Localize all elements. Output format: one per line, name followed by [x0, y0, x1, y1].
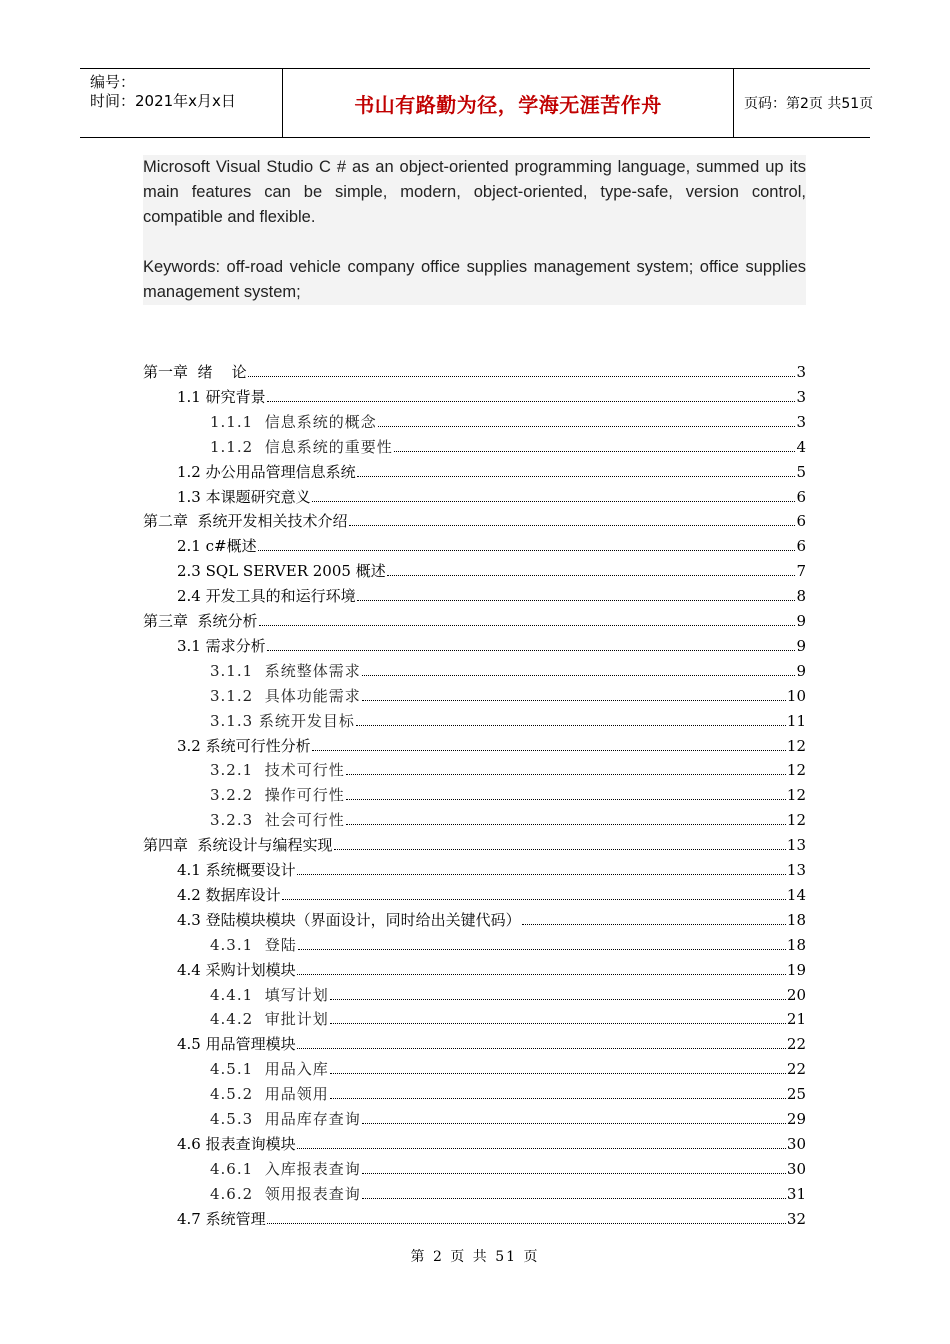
toc-entry-title: 4.4 采购计划模块	[177, 960, 296, 979]
toc-entry-page: 13	[786, 861, 806, 879]
toc-entry[interactable]	[177, 383, 806, 407]
toc-entry-page: 3	[796, 363, 806, 381]
toc-entry[interactable]	[177, 1205, 806, 1229]
toc-entry[interactable]	[210, 1080, 806, 1104]
header-table	[80, 68, 874, 138]
toc-entry-title: 1.2 办公用品管理信息系统	[177, 462, 356, 481]
toc-dot-leader	[522, 924, 786, 925]
toc-entry[interactable]	[210, 1180, 806, 1204]
toc-entry-page: 18	[786, 935, 806, 954]
toc-entry[interactable]	[177, 458, 806, 482]
toc-entry-page: 6	[796, 487, 806, 506]
toc-dot-leader	[362, 1123, 786, 1124]
toc-entry-title: 1.1 研究背景	[177, 387, 266, 406]
toc-entry-page: 9	[796, 612, 806, 630]
toc-entry[interactable]	[210, 408, 806, 432]
toc-entry-title: 3.2 系统可行性分析	[177, 736, 311, 755]
toc-entry-title: 4.2 数据库设计	[177, 885, 281, 904]
toc-entry-page: 12	[786, 811, 806, 830]
toc-entry[interactable]	[177, 532, 806, 556]
toc-dot-leader	[334, 849, 786, 850]
toc-entry[interactable]	[210, 433, 806, 457]
toc-dot-leader	[378, 426, 796, 427]
header-motto-cell	[282, 69, 734, 137]
document-time-label: 时间：2021年x月x日	[90, 92, 236, 110]
toc-entry-page: 6	[796, 512, 806, 531]
toc-dot-leader	[248, 376, 796, 377]
toc-entry-page: 9	[796, 636, 806, 655]
toc-dot-leader	[297, 1048, 786, 1049]
toc-entry-page: 20	[786, 985, 806, 1004]
toc-entry-title: 第二章 系统开发相关技术介绍	[143, 512, 348, 531]
toc-dot-leader	[387, 575, 796, 576]
toc-entry[interactable]	[177, 1130, 806, 1154]
toc-entry[interactable]	[210, 931, 806, 955]
toc-entry-page: 25	[786, 1085, 806, 1104]
toc-dot-leader	[362, 1198, 786, 1199]
toc-entry-page: 11	[786, 711, 806, 730]
abstract-paragraph: Microsoft Visual Studio C # as an object-oriented programming language, summed up its main features can be simple, modern, object-oriented, type-safe, version control, compatible and flexible.	[143, 158, 806, 226]
toc-entry[interactable]	[177, 881, 806, 905]
toc-entry[interactable]	[177, 906, 806, 930]
toc-entry-title: 3.2.3 社会可行性	[210, 811, 345, 830]
toc-entry-page: 3	[796, 412, 806, 431]
toc-dot-leader	[362, 700, 786, 701]
abstract-keywords: Keywords: off-road vehicle company office supplies management system; office supplies management system;	[143, 258, 806, 301]
toc-entry[interactable]	[210, 1055, 806, 1079]
toc-entry[interactable]	[210, 707, 806, 731]
toc-dot-leader	[312, 750, 786, 751]
toc-dot-leader	[312, 501, 796, 502]
toc-dot-leader	[267, 1223, 786, 1224]
toc-entry-title: 2.1 c#概述	[177, 537, 257, 556]
toc-entry-title: 3.2.1 技术可行性	[210, 761, 345, 780]
toc-entry[interactable]	[210, 1105, 806, 1129]
toc-dot-leader	[346, 799, 786, 800]
toc-entry[interactable]	[210, 1005, 806, 1029]
toc-entry-page: 7	[796, 562, 806, 581]
header-meta-cell	[80, 69, 282, 137]
toc-entry-title: 4.5 用品管理模块	[177, 1035, 296, 1054]
toc-entry[interactable]	[210, 806, 806, 830]
toc-dot-leader	[330, 1098, 786, 1099]
toc-entry-page: 4	[796, 437, 806, 456]
toc-entry[interactable]	[143, 607, 806, 631]
page-footer: 第 2 页 共 51 页	[410, 1249, 540, 1265]
toc-entry-title: 4.3 登陆模块模块（界面设计，同时给出关键代码）	[177, 910, 521, 929]
toc-dot-leader	[349, 525, 796, 526]
toc-dot-leader	[297, 874, 786, 875]
toc-dot-leader	[330, 1023, 786, 1024]
toc-dot-leader	[346, 774, 786, 775]
toc-entry-title: 第三章 系统分析	[143, 612, 258, 630]
toc-entry-title: 4.4.2 审批计划	[210, 1010, 329, 1029]
toc-entry-page: 8	[796, 587, 806, 606]
toc-entry-page: 29	[786, 1110, 806, 1128]
toc-entry-title: 1.3 本课题研究意义	[177, 487, 311, 506]
toc-entry-page: 21	[786, 1010, 806, 1029]
toc-entry-title: 4.5.2 用品领用	[210, 1085, 329, 1104]
toc-entry-page: 31	[786, 1184, 806, 1203]
toc-entry-title: 3.2.2 操作可行性	[210, 786, 345, 805]
toc-entry-title: 4.5.3 用品库存查询	[210, 1110, 361, 1128]
toc-dot-leader	[282, 899, 786, 900]
toc-dot-leader	[330, 1073, 786, 1074]
toc-entry-title: 4.6.1 入库报表查询	[210, 1159, 361, 1178]
toc-entry-page: 12	[786, 786, 806, 805]
toc-entry-page: 22	[786, 1035, 806, 1054]
toc-entry-title: 2.3 SQL SERVER 2005 概述	[177, 562, 386, 581]
toc-entry-title: 4.6 报表查询模块	[177, 1134, 296, 1153]
toc-entry-title: 4.7 系统管理	[177, 1209, 266, 1228]
toc-entry-page: 30	[786, 1134, 806, 1153]
toc-dot-leader	[356, 725, 786, 726]
toc-entry-title: 3.1 需求分析	[177, 636, 266, 655]
toc-entry[interactable]	[210, 756, 806, 780]
toc-dot-leader	[394, 451, 796, 452]
toc-entry[interactable]	[210, 981, 806, 1005]
document-number-label: 编号：	[90, 73, 136, 91]
toc-entry-page: 10	[786, 686, 806, 705]
toc-entry-page: 3	[796, 387, 806, 406]
toc-entry[interactable]	[210, 682, 806, 706]
toc-entry[interactable]	[143, 831, 806, 855]
toc-entry-title: 3.1.1 系统整体需求	[210, 661, 361, 680]
toc-entry[interactable]	[177, 856, 806, 880]
toc-dot-leader	[267, 401, 796, 402]
toc-entry-page: 9	[796, 661, 806, 680]
toc-entry-title: 第四章 系统设计与编程实现	[143, 836, 333, 855]
toc-entry-title: 3.1.2 具体功能需求	[210, 686, 361, 705]
toc-entry-page: 13	[786, 836, 806, 855]
toc-entry-title: 3.1.3 系统开发目标	[210, 711, 355, 730]
toc-dot-leader	[362, 675, 796, 676]
toc-dot-leader	[297, 974, 786, 975]
toc-entry[interactable]	[143, 358, 806, 382]
toc-dot-leader	[267, 650, 796, 651]
toc-dot-leader	[346, 824, 786, 825]
toc-entry[interactable]	[177, 557, 806, 581]
toc-entry[interactable]	[177, 483, 806, 507]
header-page-cell	[734, 69, 874, 137]
toc-entry-title: 第一章 绪 论	[143, 363, 247, 381]
toc-entry-title: 1.1.1 信息系统的概念	[210, 412, 377, 431]
toc-dot-leader	[259, 625, 796, 626]
toc-entry-title: 4.5.1 用品入库	[210, 1060, 329, 1079]
toc-entry-title: 4.3.1 登陆	[210, 935, 297, 954]
toc-entry[interactable]	[177, 956, 806, 980]
toc-entry-page: 32	[786, 1209, 806, 1228]
header-page-info: 页码：第2页 共51页	[744, 96, 874, 112]
toc-entry-title: 4.1 系统概要设计	[177, 861, 296, 879]
toc-entry-page: 12	[786, 736, 806, 755]
toc-entry[interactable]	[177, 1030, 806, 1054]
toc-dot-leader	[298, 949, 786, 950]
toc-entry-title: 1.1.2 信息系统的重要性	[210, 437, 393, 456]
toc-dot-leader	[297, 1148, 786, 1149]
abstract-block	[143, 155, 806, 305]
toc-entry[interactable]	[177, 732, 806, 756]
toc-entry-page: 5	[796, 462, 806, 481]
toc-entry-page: 6	[796, 537, 806, 556]
toc-dot-leader	[362, 1173, 786, 1174]
toc-entry-page: 30	[786, 1159, 806, 1178]
toc-entry[interactable]	[210, 657, 806, 681]
toc-entry-page: 22	[786, 1060, 806, 1079]
toc-entry[interactable]	[143, 507, 806, 531]
toc-dot-leader	[357, 476, 796, 477]
toc-entry-page: 18	[786, 910, 806, 929]
toc-entry[interactable]	[177, 632, 806, 656]
toc-entry-page: 19	[786, 960, 806, 979]
toc-entry-title: 4.6.2 领用报表查询	[210, 1184, 361, 1203]
toc-entry[interactable]	[177, 582, 806, 606]
toc-entry-page: 12	[786, 761, 806, 780]
toc-dot-leader	[330, 999, 786, 1000]
toc-entry-title: 4.4.1 填写计划	[210, 985, 329, 1004]
toc-entry[interactable]	[210, 1155, 806, 1179]
toc-entry-page: 14	[786, 885, 806, 904]
toc-entry[interactable]	[210, 781, 806, 805]
toc-dot-leader	[357, 600, 796, 601]
header-motto: 书山有路勤为径，学海无涯苦作舟	[354, 92, 662, 117]
toc-entry-title: 2.4 开发工具的和运行环境	[177, 587, 356, 606]
toc-dot-leader	[258, 550, 796, 551]
